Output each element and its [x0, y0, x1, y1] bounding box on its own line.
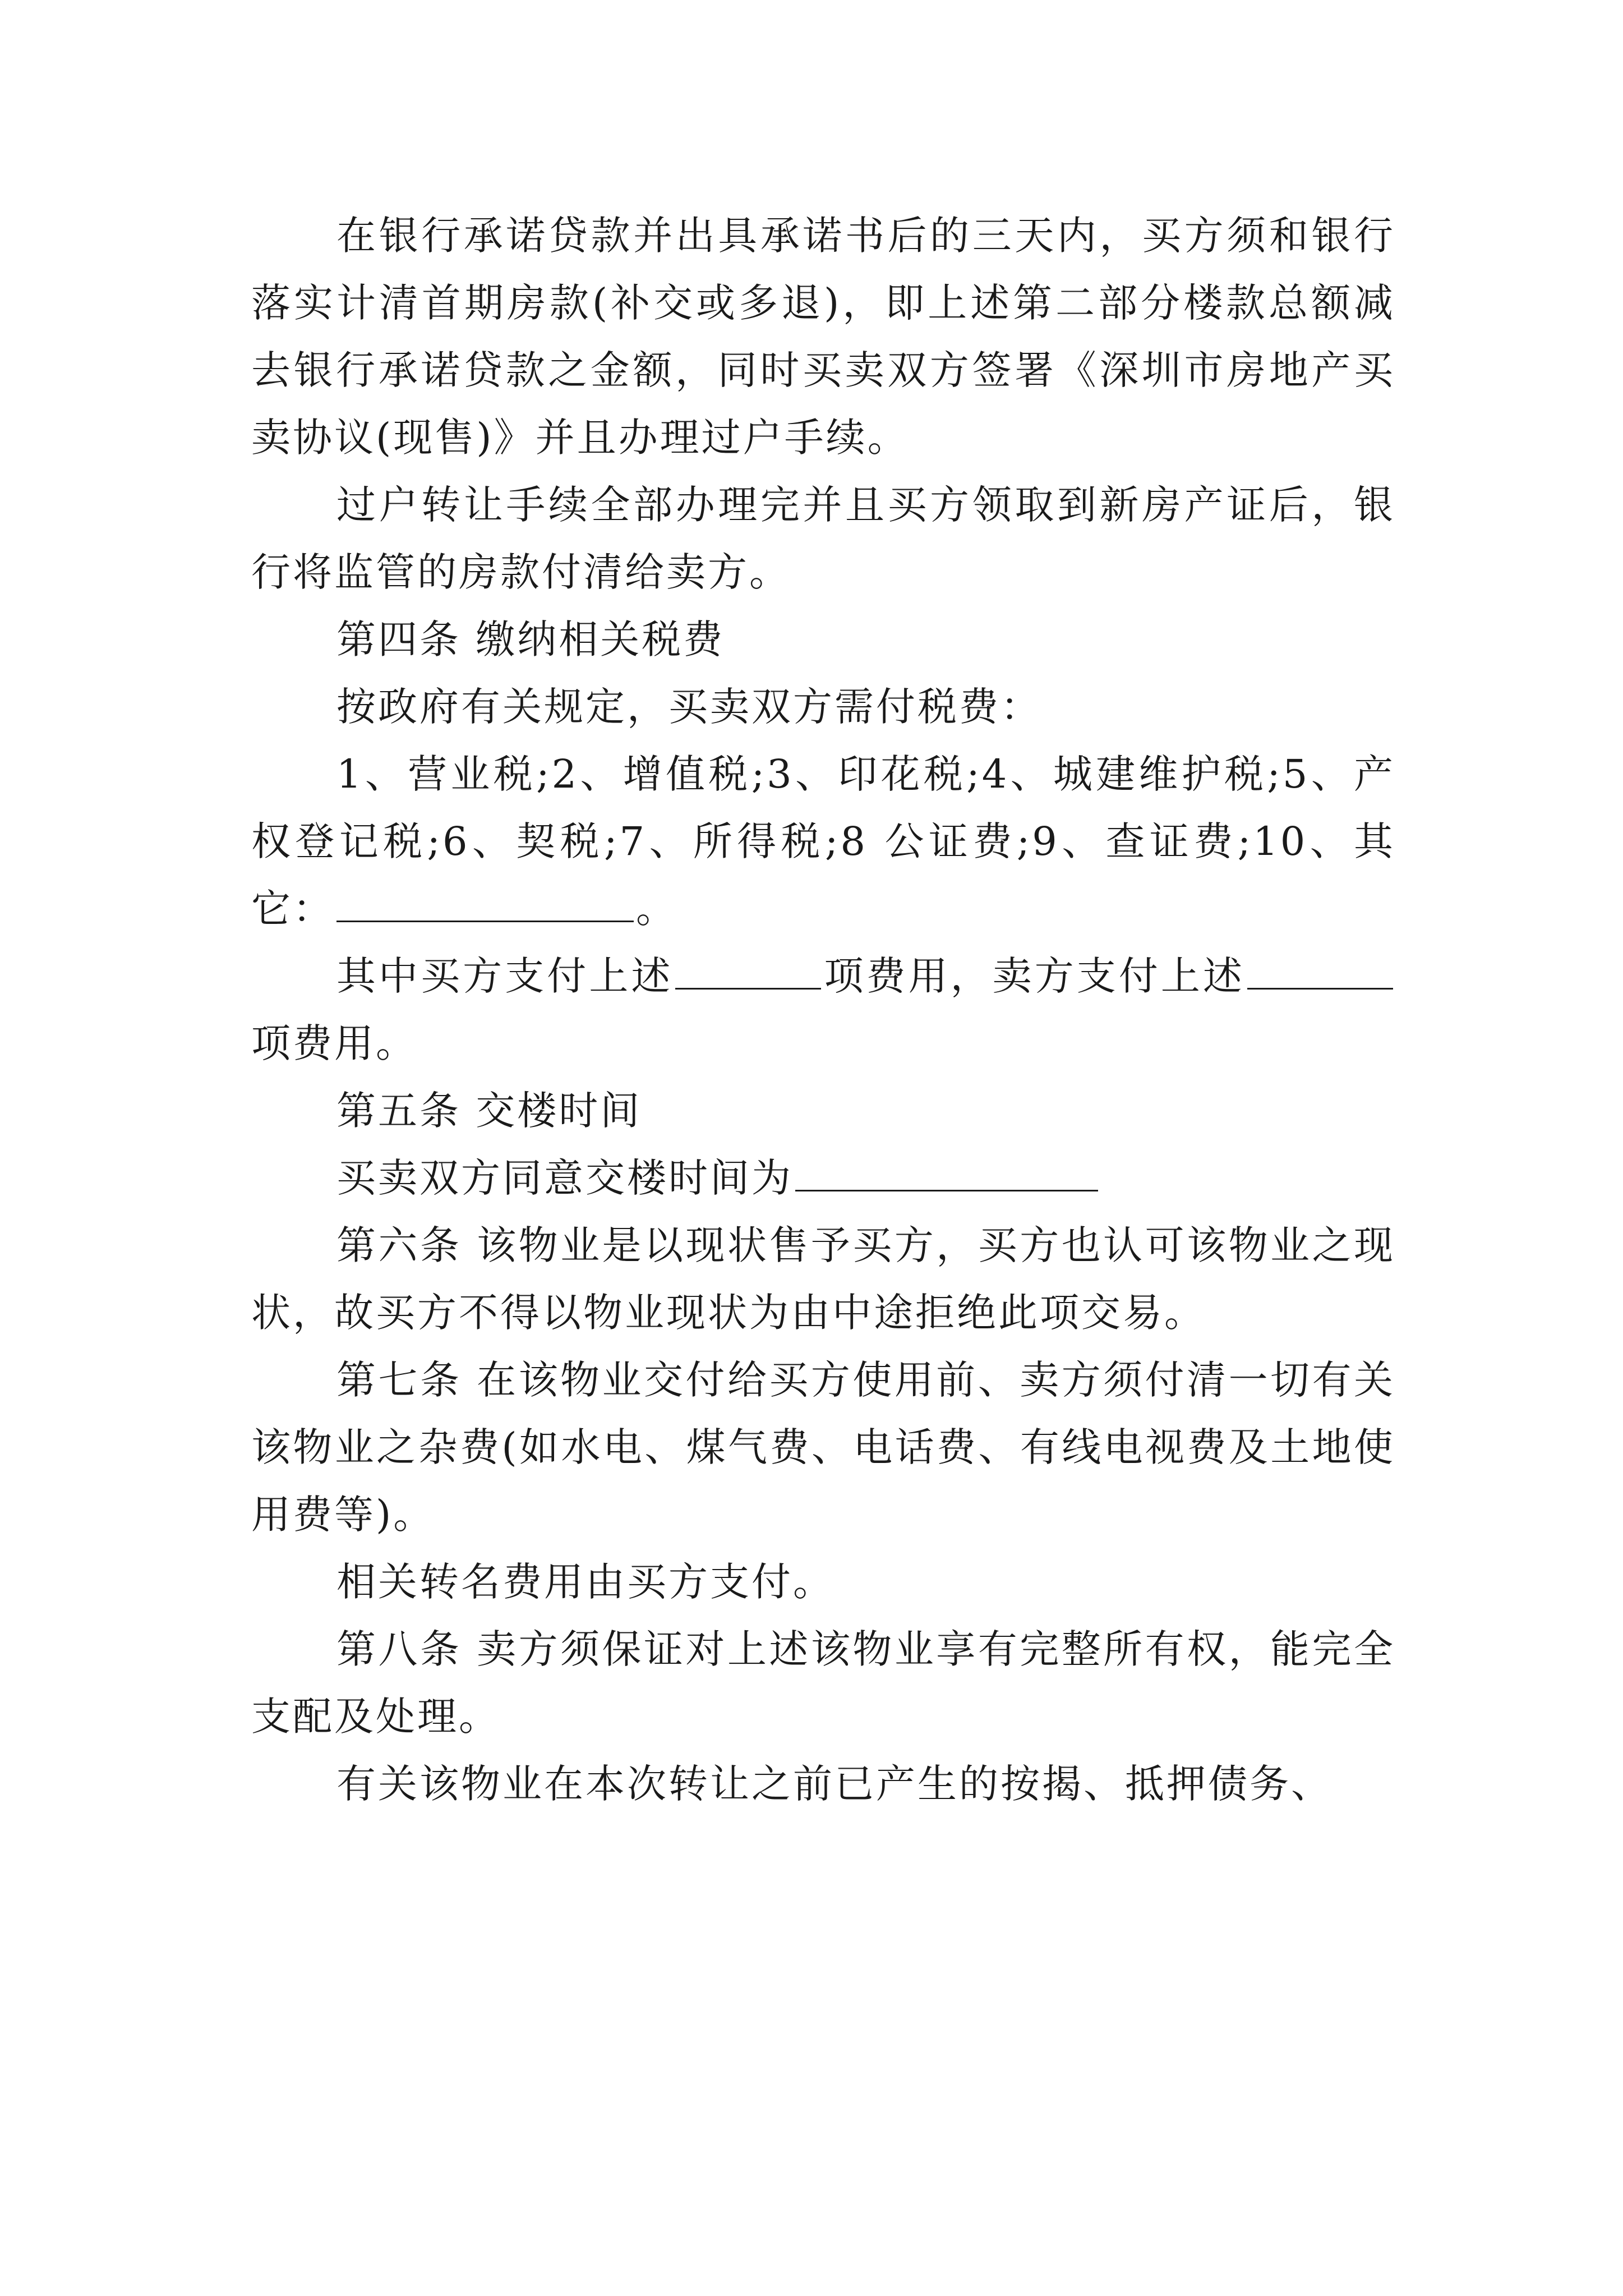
article-6-paragraph: 第六条 该物业是以现状售予买方，买方也认可该物业之现状，故买方不得以物业现状为由中途拒绝此项交易。: [251, 1222, 1395, 1336]
paragraph-transfer-fee: 相关转名费用由买方支付。: [336, 1559, 834, 1605]
fee-split-end-text: 项费用。: [251, 1020, 417, 1066]
paragraph-tax-intro: 按政府有关规定，买卖双方需付税费：: [336, 684, 1042, 730]
paragraph-tax-list: [251, 740, 1395, 942]
document-body: [251, 202, 1395, 1818]
fee-split-buyer-text: 其中买方支付上述: [336, 953, 674, 999]
paragraph-fee-split: [251, 942, 1395, 1077]
seller-fees-blank: [1247, 947, 1393, 990]
article-4-heading: 第四条 缴纳相关税费: [336, 616, 725, 662]
buyer-fees-blank: [675, 947, 821, 990]
article-8-paragraph: 第八条 卖方须保证对上述该物业享有完整所有权，能完全支配及处理。: [251, 1626, 1395, 1740]
article-5-heading: 第五条 交楼时间: [336, 1088, 642, 1134]
handover-date-blank: [795, 1149, 1098, 1191]
tax-list-text: 1、营业税;2、增值税;3、印花税;4、城建维护税;5、产权登记税;6、契税;7、所得税;8 公证费;9、查证费;10、其它：: [251, 751, 1395, 932]
handover-date-text: 买卖双方同意交楼时间为: [336, 1155, 793, 1201]
other-taxes-blank: [336, 880, 634, 922]
paragraph-handover-date: [251, 1144, 1395, 1212]
tax-list-end: 。: [636, 886, 677, 932]
paragraph-loan-commitment: 在银行承诺贷款并出具承诺书后的三天内，买方须和银行落实计清首期房款(补交或多退)，即上述第二部分楼款总额减去银行承诺贷款之金额，同时买卖双方签署《深圳市房地产买卖协议(现售)》并且办理过户手续。: [251, 213, 1395, 461]
fee-split-seller-text: 项费用，卖方支付上述: [823, 953, 1246, 999]
paragraph-mortgage-debts: 有关该物业在本次转让之前已产生的按揭、抵押债务、: [336, 1761, 1332, 1807]
paragraph-transfer-payment: 过户转让手续全部办理完并且买方领取到新房产证后，银行将监管的房款付清给卖方。: [251, 482, 1395, 595]
article-7-paragraph: 第七条 在该物业交付给买方使用前、卖方须付清一切有关该物业之杂费(如水电、煤气费、电话费、有线电视费及土地使用费等)。: [251, 1357, 1395, 1538]
